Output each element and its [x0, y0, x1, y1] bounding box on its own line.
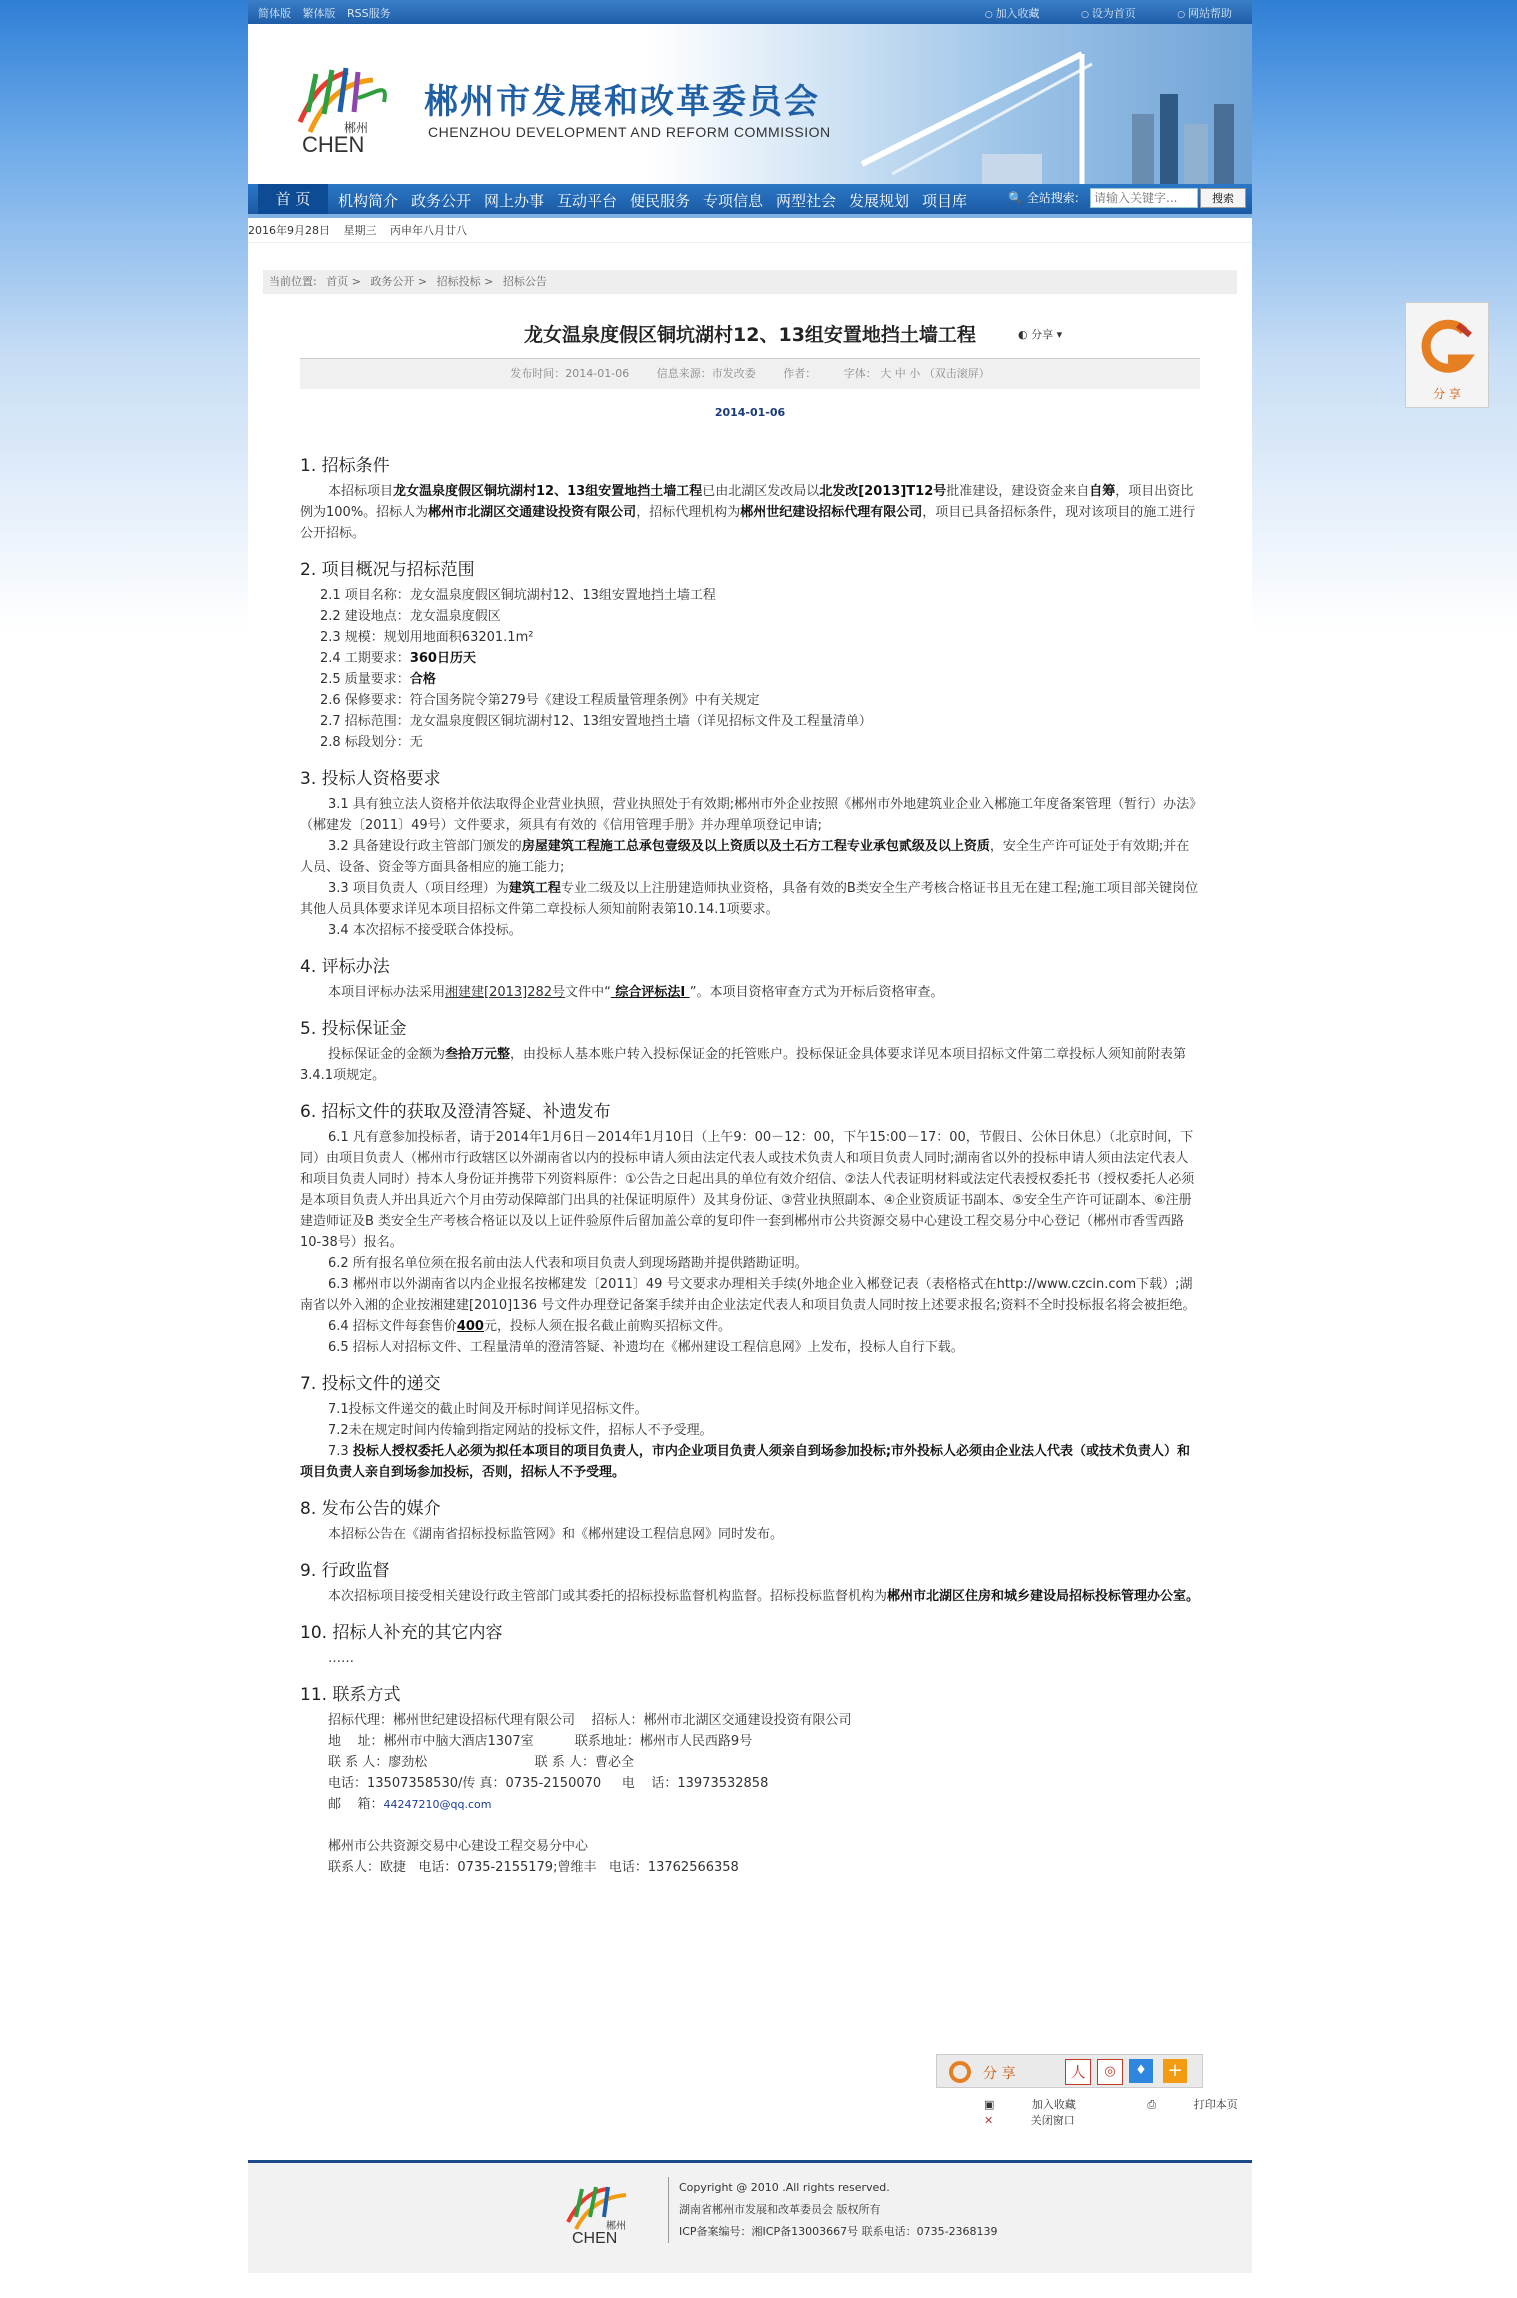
page-container [248, 0, 1252, 2298]
meta-author: 作者： [783, 367, 817, 380]
link-set-homepage[interactable]: ○ 设为首页 [1081, 7, 1136, 20]
paragraph: 6.5 招标人对招标文件、工程量清单的澄清答疑、补遗均在《郴州建设工程信息网》上发布，投标人自行下载。 [328, 1340, 964, 1355]
contact-line: 招标代理：郴州世纪建设招标代理有限公司 招标人：郴州市北湖区交通建设投资有限公司 [328, 1713, 852, 1728]
site-subtitle: CHENZHOU DEVELOPMENT AND REFORM COMMISSION [428, 124, 831, 140]
paragraph: 6.2 所有报名单位须在报名前由法人代表和项目负责人到现场踏勘并提供踏勘证明。 [328, 1256, 808, 1271]
nav-item-interaction[interactable]: 互动平台 [557, 192, 618, 210]
meta-source: 信息来源：市发改委 [656, 367, 756, 380]
nav-item-public-services[interactable]: 便民服务 [630, 192, 691, 210]
qzone-share-icon[interactable]: ♦ [1129, 2059, 1153, 2083]
article-meta [300, 358, 1200, 389]
chen-logo-icon [288, 52, 398, 162]
email-link[interactable]: 44247210@qq.com [383, 1798, 492, 1811]
nav-item-project-library[interactable]: 项目库 [922, 192, 968, 210]
list-item: 2.8 标段划分：无 [320, 735, 423, 750]
section-heading: 10. 招标人补充的其它内容 [300, 1623, 503, 1643]
paragraph: 6.3 郴州市以外湖南省以内企业报名按郴建发〔2011〕49 号文要求办理相关手续(外地企业入郴登记表（表格格式在http://www.czcin.com下载）;湖南省以外入湘的企业按湘建建[2010]136 号文件办理登记备案手续并由企业法定代表人和项目负责人同时按上述要求报名;资料不全时投标报名将会被拒绝。 [300, 1277, 1196, 1313]
nav-item-gov-affairs[interactable]: 政务公开 [411, 192, 472, 210]
more-share-icon[interactable]: + [1163, 2059, 1187, 2083]
footer-logo-small-text: 郴州 [606, 2221, 626, 2232]
search-icon: 🔍 [1008, 191, 1023, 205]
tool-add-favorite[interactable]: ▣ 加入收藏 [984, 2098, 1076, 2111]
breadcrumb-gov[interactable]: 政务公开 [370, 275, 415, 288]
date-gregorian: 2016年9月28日 [248, 224, 330, 237]
print-icon: ⎙ [1147, 2098, 1157, 2111]
contact-line: 邮 箱：44247210@qq.com [328, 1797, 492, 1812]
paragraph: 3.3 项目负责人（项目经理）为建筑工程专业二级及以上注册建造师执业资格，具备有效的B类安全生产考核合格证书且无在建工程;施工项目部关键岗位其他人员具体要求详见本项目招标文件第二章投标人须知前附表第10.14.1项要求。 [300, 881, 1199, 917]
nav-item-special-info[interactable]: 专项信息 [703, 192, 764, 210]
section-heading: 2. 项目概况与招标范围 [300, 560, 475, 580]
link-traditional[interactable]: 繁体版 [302, 7, 336, 20]
paragraph: 投标保证金的金额为叁拾万元整，由投标人基本账户转入投标保证金的托管账户。投标保证金具体要求详见本项目招标文件第二章投标人须知前附表第3.4.1项规定。 [300, 1047, 1187, 1083]
contact-line: 联 系 人：廖劲松 联 系 人：曹必全 [328, 1755, 634, 1770]
renren-share-icon[interactable]: 人 [1065, 2059, 1091, 2085]
close-icon: ✕ [984, 2114, 994, 2127]
share-logo-icon [949, 2061, 971, 2083]
nav-item-two-type-society[interactable]: 两型社会 [776, 192, 837, 210]
main-nav [248, 184, 1252, 218]
contact-line: 郴州市公共资源交易中心建设工程交易分中心 [328, 1839, 589, 1854]
logo-small-text: 郴州 [344, 121, 369, 135]
paragraph: 7.2未在规定时间内传输到指定网站的投标文件，招标人不予受理。 [328, 1423, 713, 1438]
paragraph: 6.1 凡有意参加投标者，请于2014年1月6日－2014年1月10日（上午9：00－12：00，下午15:00－17：00，节假日、公休日休息）（北京时间，下同）由项目负责人（郴州市行政辖区以外湖南省以内的投标申请人须由法定代表人或技术负责人和项目负责人同时;湖南省以外的投标申请人须由法定代表人和项目负责人同时）持本人身份证并携带下列资料原件：①公告之日起出具的单位有效介绍信、②法人代表证明材料或法定代表授权委托书（授权委托人必须是本项目负责人并出具近六个月由劳动保障部门出具的社保证明原件）及其身份证、③营业执照副本、④企业资质证书副本、⑤安全生产许可证副本、⑥注册建造师证及B 类安全生产考核合格证以及以上证件验原件后留加盖公章的复印件一套到郴州市公共资源交易中心建设工程交易分中心登记（郴州市香雪西路10-38号）报名。 [300, 1130, 1195, 1250]
share-bar-label: 分 享 [983, 2066, 1016, 2082]
weibo-share-icon[interactable]: ◎ [1097, 2059, 1123, 2085]
list-item: 2.2 建设地点：龙女温泉度假区 [320, 609, 501, 624]
contact-block [300, 1710, 1200, 1878]
article-title: 龙女温泉度假区铜坑湖村12、13组安置地挡土墙工程 [524, 324, 976, 346]
footer-logo-word: CHEN [572, 2230, 618, 2247]
section-heading: 8. 发布公告的媒介 [300, 1499, 441, 1519]
link-site-help[interactable]: ○ 网站帮助 [1177, 7, 1232, 20]
paragraph: …… [328, 1651, 354, 1666]
search-input[interactable] [1090, 188, 1198, 208]
header-banner [248, 24, 1252, 184]
section-heading: 5. 投标保证金 [300, 1019, 407, 1039]
nav-item-planning[interactable]: 发展规划 [849, 192, 910, 210]
contact-line: 电话：13507358530/传 真：0735-2150070 电 话：13973532858 [328, 1776, 769, 1791]
list-item: 2.6 保修要求：符合国务院令第279号《建设工程质量管理条例》中有关规定 [320, 693, 760, 708]
link-simplified[interactable]: 简体版 [258, 7, 291, 20]
nav-item-about[interactable]: 机构简介 [338, 192, 399, 210]
share-bar [936, 2054, 1203, 2088]
search-button[interactable]: 搜索 [1200, 188, 1246, 208]
section-heading: 11. 联系方式 [300, 1685, 401, 1705]
section-heading: 6. 招标文件的获取及澄清答疑、补遗发布 [300, 1102, 611, 1122]
list-item: 2.1 项目名称：龙女温泉度假区铜坑湖村12、13组安置地挡土墙工程 [320, 588, 716, 603]
share-mini-button[interactable]: ◐ 分享 ▾ [1018, 328, 1063, 341]
paragraph: 本项目评标办法采用湘建建[2013]282号文件中“ 综合评标法Ⅰ ”。本项目资格审查方式为开标后资格审查。 [328, 985, 944, 1000]
nav-home[interactable]: 首 页 [258, 184, 328, 214]
contact-line [300, 1815, 1200, 1836]
tool-close-window[interactable]: ✕ 关闭窗口 [984, 2114, 1075, 2127]
list-item: 2.7 招标范围：龙女温泉度假区铜坑湖村12、13组安置地挡土墙（详见招标文件及工程量清单） [320, 714, 872, 729]
link-add-favorite[interactable]: ○ 加入收藏 [985, 7, 1040, 20]
side-share-widget[interactable] [1405, 302, 1489, 408]
search-label: 🔍 全站搜索: [1008, 191, 1079, 205]
logo-word: CHEN [302, 132, 365, 157]
section-heading: 9. 行政监督 [300, 1561, 390, 1581]
paragraph: 6.4 招标文件每套售价400元，投标人须在报名截止前购买招标文件。 [328, 1319, 731, 1334]
paragraph: 3.1 具有独立法人资格并依法取得企业营业执照，营业执照处于有效期;郴州市外企业按照《郴州市外地建筑业企业入郴施工年度备案管理（暂行）办法》（郴建发〔2011〕49号）文件要求，须具有有效的《信用管理手册》并办理单项登记申请; [300, 797, 1196, 833]
side-share-label: 分 享 [1433, 387, 1461, 401]
contact-line: 联系人：欧捷 电话：0735-2155179;曾维丰 电话：13762566358 [328, 1860, 739, 1875]
breadcrumb-notice[interactable]: 招标公告 [502, 275, 547, 288]
breadcrumb: 当前位置: 首页 > 政务公开 > 招标投标 > 招标公告 [263, 270, 1237, 294]
paragraph: 本次招标项目接受相关建设行政主管部门或其委托的招标投标监督机构监督。招标投标监督机构为郴州市北湖区住房和城乡建设局招标投标管理办公室。 [328, 1589, 1200, 1604]
section-heading: 1. 招标条件 [300, 456, 390, 476]
city-skyline-icon [832, 44, 1252, 184]
paragraph: 3.2 具备建设行政主管部门颁发的房屋建筑工程施工总承包壹级及以上资质以及土石方工程专业承包贰级及以上资质，安全生产许可证处于有效期;并在人员、设备、资金等方面具备相应的施工能力; [300, 839, 1190, 875]
paragraph: 本招标公告在《湖南省招标投标监管网》和《郴州建设工程信息网》同时发布。 [328, 1527, 784, 1542]
share-icon: ◐ [1018, 328, 1028, 341]
article-date: 2014-01-06 [714, 406, 786, 419]
tool-print[interactable]: ⎙ 打印本页 [1147, 2098, 1238, 2111]
paragraph: 本招标项目龙女温泉度假区铜坑湖村12、13组安置地挡土墙工程已由北湖区发改局以北发改[2013]T12号批准建设，建设资金来自自筹，项目出资比例为100%。招标人为郴州市北湖区交通建设投资有限公司，招标代理机构为郴州世纪建设招标代理有限公司，项目已具备招标条件，现对该项目的施工进行公开招标。 [300, 484, 1196, 541]
top-bar [248, 0, 1252, 24]
paragraph: 7.3 投标人授权委托人必须为拟任本项目的项目负责人，市内企业项目负责人须亲自到场参加投标;市外投标人必须由企业法人代表（或技术负责人）和项目负责人亲自到场参加投标，否则，招标人不予受理。 [300, 1444, 1191, 1480]
footer-text [668, 2177, 998, 2243]
contact-line: 地 址：郴州市中脑大酒店1307室 联系地址：郴州市人民西路9号 [328, 1734, 753, 1749]
meta-font-size[interactable]: 字体： 大 中 小 （双击滚屏） [843, 367, 990, 380]
site-title: 郴州市发展和改革委员会 [424, 82, 820, 122]
section-heading: 3. 投标人资格要求 [300, 769, 441, 789]
footer-icp: ICP备案编号：湘ICP备13003667号 联系电话：0735-2368139 [679, 2225, 998, 2238]
footer-owner: 湖南省郴州市发展和改革委员会 版权所有 [679, 2203, 881, 2216]
list-item: 2.5 质量要求：合格 [320, 672, 436, 687]
section-heading: 7. 投标文件的递交 [300, 1374, 441, 1394]
paragraph: 7.1投标文件递交的截止时间及开标时间详见招标文件。 [328, 1402, 648, 1417]
date-weekday: 星期三 [343, 224, 377, 237]
list-item: 2.3 规模：规划用地面积63201.1m² [320, 630, 534, 645]
dateline [248, 218, 1252, 243]
footer-copyright: Copyright @ 2010 .All rights reserved. [679, 2181, 890, 2194]
link-rss[interactable]: RSS服务 [347, 7, 391, 20]
footer-logo-icon [558, 2177, 648, 2247]
nav-item-online-services[interactable]: 网上办事 [484, 192, 545, 210]
footer [248, 2160, 1252, 2273]
date-lunar: 丙申年八月廿八 [390, 224, 467, 237]
meta-publish-time: 发布时间：2014-01-06 [510, 367, 630, 380]
article-body [300, 440, 1200, 1878]
section-heading: 4. 评标办法 [300, 957, 390, 977]
favorite-icon: ▣ [984, 2098, 995, 2111]
side-share-icon [1418, 313, 1476, 379]
breadcrumb-label: 当前位置: [269, 275, 317, 288]
paragraph: 3.4 本次招标不接受联合体投标。 [328, 923, 522, 938]
article-tools [916, 2096, 1252, 2128]
breadcrumb-home[interactable]: 首页 [326, 275, 349, 288]
list-item: 2.4 工期要求：360日历天 [320, 651, 476, 666]
breadcrumb-bidding[interactable]: 招标投标 [436, 275, 481, 288]
